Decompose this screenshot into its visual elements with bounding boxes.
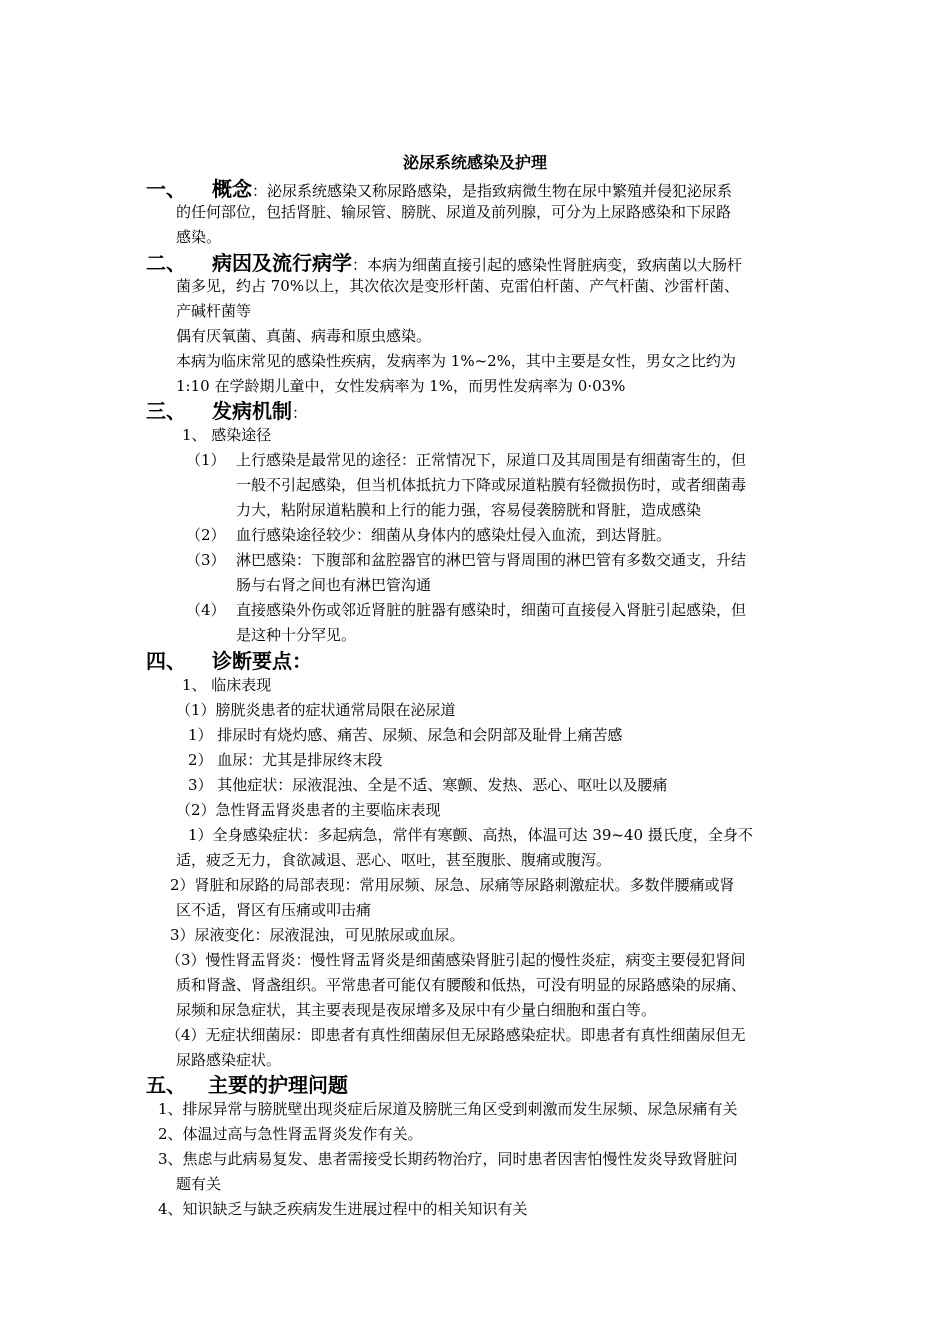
list-item-line: 血行感染途径较少：细菌从身体内的感染灶侵入血流，到达肾脏。 [236, 526, 672, 544]
section-4-text-line: 3） 其他症状：尿液混浊、全是不适、寒颤、发热、恶心、呕吐以及腰痛 [188, 776, 668, 794]
section-2-text-line: 偶有厌氧菌、真菌、病毒和原虫感染。 [176, 327, 432, 345]
section-1-text-line: 感染。 [176, 228, 222, 246]
list-item-marker: （3） [186, 551, 226, 569]
section-1-number: 一、 [146, 177, 186, 201]
list-item-line: 肠与右肾之间也有淋巴管沟通 [236, 576, 432, 594]
document-title: 泌尿系统感染及护理 [402, 153, 547, 172]
section-4-text-line: 区不适，肾区有压痛或叩击痛 [176, 901, 372, 919]
section-1-text-line: 的任何部位，包括肾脏、输尿管、膀胱、尿道及前列腺，可分为上尿路感染和下尿路 [176, 203, 732, 221]
section-5-text-line: 2、体温过高与急性肾盂肾炎发作有关。 [158, 1125, 423, 1143]
section-4-text-line: （4）无症状细菌尿：即患者有真性细菌尿但无尿路感染症状。即患者有真性细菌尿但无 [166, 1026, 746, 1044]
section-2-number: 二、 [146, 251, 186, 275]
list-item-line: 直接感染外伤或邻近肾脏的脏器有感染时，细菌可直接侵入肾脏引起感染，但 [236, 601, 747, 619]
list-item-line: 是这种十分罕见。 [236, 626, 357, 644]
section-4-text-line: 1） 排尿时有烧灼感、痛苦、尿频、尿急和会阴部及耻骨上痛苦感 [188, 726, 623, 744]
section-3-heading [212, 398, 307, 426]
section-1-text-line: ：泌尿系统感染又称尿路感染，是指致病微生物在尿中繁殖并侵犯泌尿系 [252, 182, 733, 200]
list-item-line: 一般不引起感染，但当机体抵抗力下降或尿道粘膜有轻微损伤时，或者细菌毒 [236, 476, 747, 494]
section-5-text-line: 题有关 [176, 1175, 222, 1193]
section-1-heading [212, 176, 732, 204]
section-2-heading-label: 病因及流行病学 [212, 251, 352, 275]
section-4-text-line: （2）急性肾盂肾炎患者的主要临床表现 [176, 801, 441, 819]
section-4-heading: 诊断要点： [212, 649, 312, 673]
section-4-text-line: 尿路感染症状。 [176, 1051, 282, 1069]
section-4-text-line: 尿频和尿急症状，其主要表现是夜尿增多及尿中有少量白细胞和蛋白等。 [176, 1001, 657, 1019]
section-3-subheading: 1、 感染途径 [182, 426, 272, 444]
list-item-marker: （4） [186, 601, 226, 619]
section-4-text-line: （1）膀胱炎患者的症状通常局限在泌尿道 [176, 701, 456, 719]
section-4-text-line: 适，疲乏无力，食欲减退、恶心、呕吐，甚至腹胀、腹痛或腹泻。 [176, 851, 612, 869]
section-3-heading-label: 发病机制 [212, 399, 292, 423]
section-4-text-line: 1、 临床表现 [182, 676, 272, 694]
list-item-line: 上行感染是最常见的途径：正常情况下，尿道口及其周围是有细菌寄生的，但 [236, 451, 747, 469]
section-5-heading: 主要的护理问题 [208, 1073, 348, 1097]
section-5-text-line: 4、知识缺乏与缺乏疾病发生进展过程中的相关知识有关 [158, 1200, 528, 1218]
section-4-text-line: 1）全身感染症状：多起病急，常伴有寒颤、高热，体温可达 39~40 摄氏度，全身不 [188, 826, 753, 844]
section-2-heading [212, 250, 742, 278]
section-4-text-line: 3）尿液变化：尿液混浊，可见脓尿或血尿。 [170, 926, 465, 944]
section-4-text-line: 2） 血尿：尤其是排尿终末段 [188, 751, 383, 769]
section-2-text-line: 本病为临床常见的感染性疾病，发病率为 1%~2%，其中主要是女性，男女之比约为 [176, 352, 736, 370]
section-2-text-line: 1:10 在学龄期儿童中，女性发病率为 1%，而男性发病率为 0·03% [176, 377, 626, 395]
section-4-text-line: 质和肾盏、肾盏组织。平常患者可能仅有腰酸和低热，可没有明显的尿路感染的尿痛、 [176, 976, 747, 994]
section-4-number: 四、 [146, 649, 186, 673]
list-item-line: 淋巴感染：下腹部和盆腔器官的淋巴管与肾周围的淋巴管有多数交通支，升结 [236, 551, 747, 569]
section-2-text-line: ：本病为细菌直接引起的感染性肾脏病变，致病菌以大肠杆 [352, 256, 743, 274]
list-item-marker: （2） [186, 526, 226, 544]
section-2-text-line: 菌多见，约占 70%以上，其次依次是变形杆菌、克雷伯杆菌、产气杆菌、沙雷杆菌、 [176, 277, 740, 295]
section-5-number: 五、 [146, 1073, 186, 1097]
section-5-text-line: 1、排尿异常与膀胱壁出现炎症后尿道及膀胱三角区受到刺激而发生尿频、尿急尿痛有关 [158, 1100, 738, 1118]
list-item-marker: （1） [186, 451, 226, 469]
section-2-text-line: 产碱杆菌等 [176, 302, 252, 320]
section-3-colon: ： [292, 404, 308, 422]
list-item-line: 力大，粘附尿道粘膜和上行的能力强，容易侵袭膀胱和肾脏，造成感染 [236, 501, 702, 519]
section-4-text-line: 2）肾脏和尿路的局部表现：常用尿频、尿急、尿痛等尿路刺激症状。多数伴腰痛或肾 [170, 876, 735, 894]
section-4-text-line: （3）慢性肾盂肾炎：慢性肾盂肾炎是细菌感染肾脏引起的慢性炎症，病变主要侵犯肾间 [166, 951, 746, 969]
section-3-number: 三、 [146, 399, 186, 423]
section-1-heading-label: 概念 [212, 177, 252, 201]
section-5-text-line: 3、焦虑与此病易复发、患者需接受长期药物治疗，同时患者因害怕慢性发炎导致肾脏问 [158, 1150, 738, 1168]
